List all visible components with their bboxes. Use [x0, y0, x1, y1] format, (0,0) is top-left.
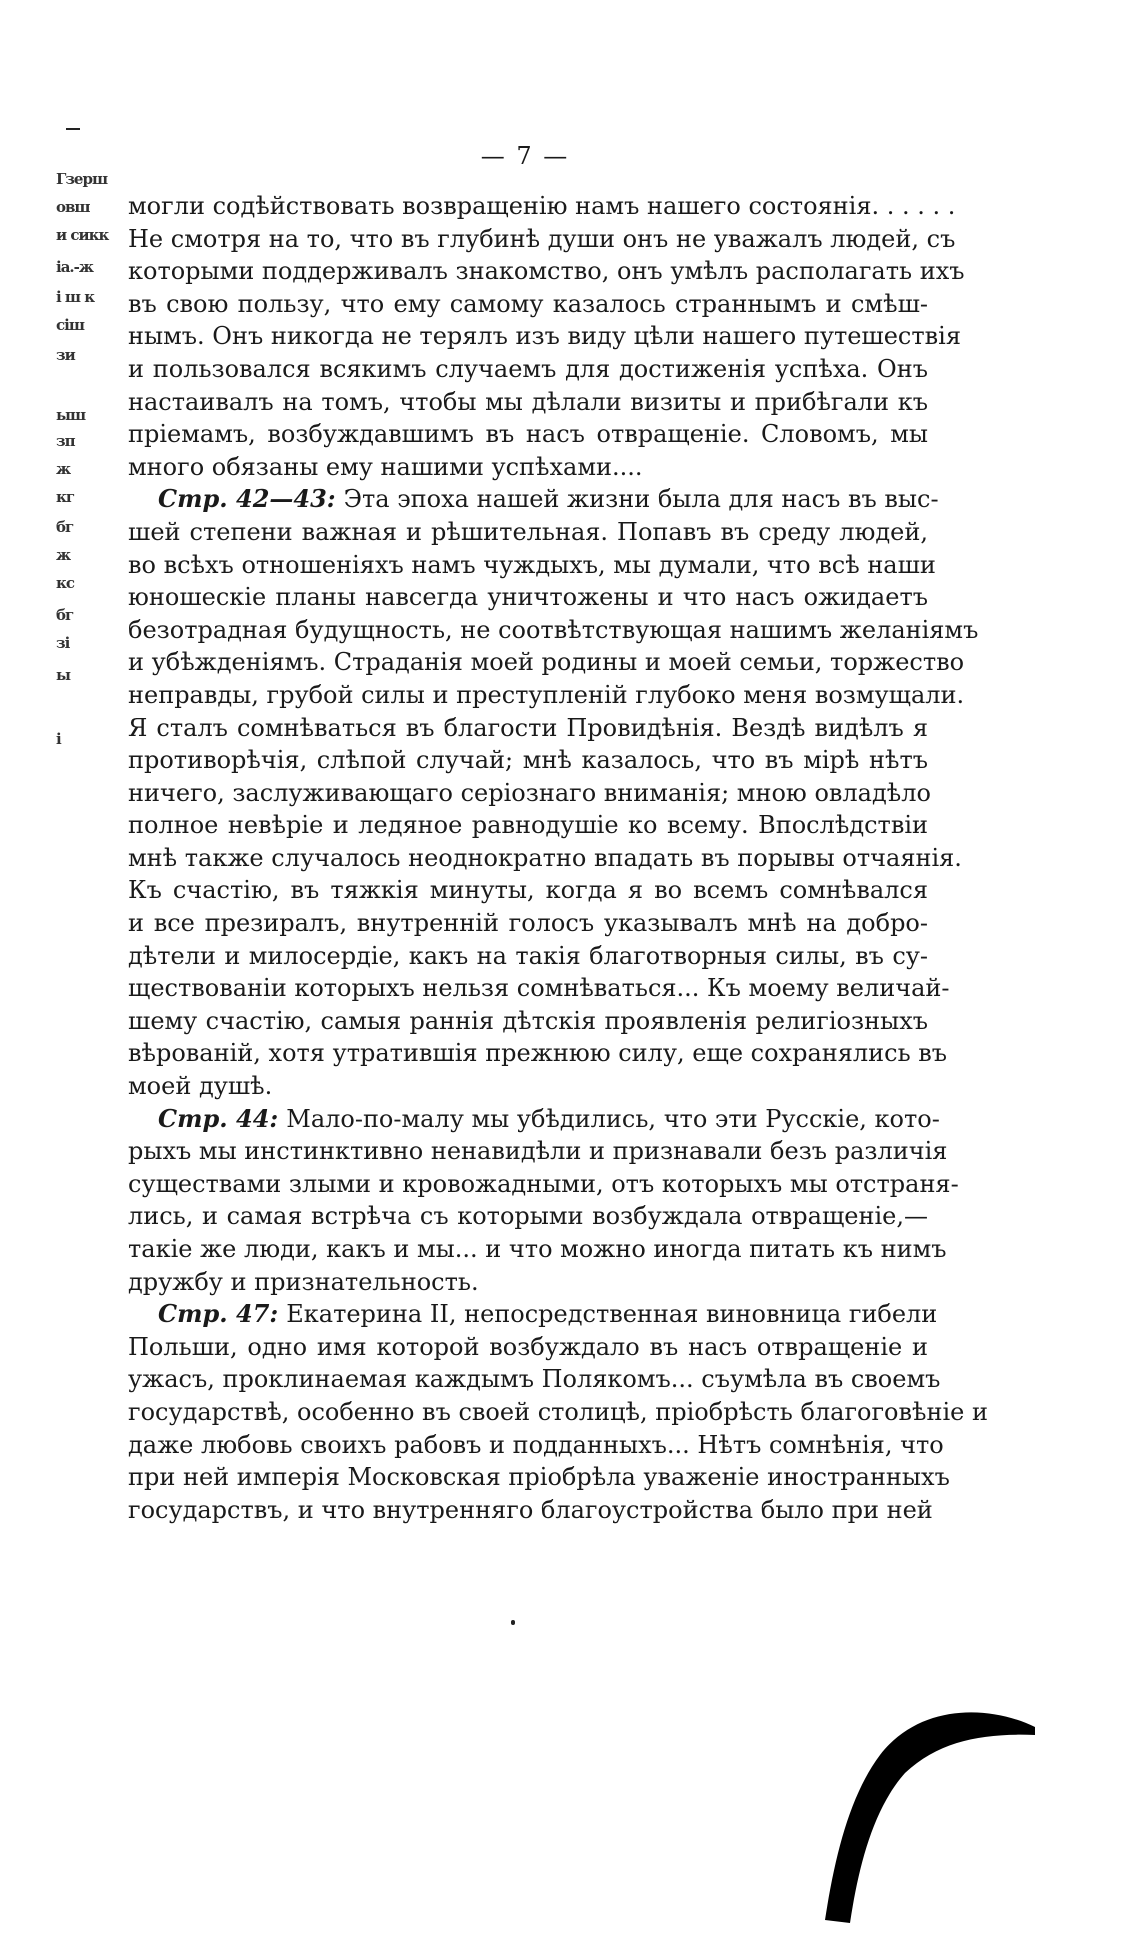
text-line	[128, 549, 936, 582]
text-line	[128, 516, 928, 549]
line-text: безотрадная будущность, не соотвѣтствующая нашимъ желаніямъ	[128, 615, 979, 644]
line-text: полное невѣріе и ледяное равнодушіе ко всему. Впослѣдствіи	[128, 811, 928, 840]
text-line	[128, 1037, 948, 1070]
line-text: Екатерина II, непосредственная виновница гибели	[286, 1300, 938, 1329]
text-line	[128, 451, 928, 484]
line-text: во всѣхъ отношеніяхъ намъ чуждыхъ, мы думали, что всѣ наши	[128, 550, 936, 579]
line-text: такіе же люди, какъ и мы... и что можно иногда питать къ нимъ	[128, 1235, 947, 1263]
text-line	[128, 1396, 988, 1429]
margin-fragment: овш	[56, 198, 90, 216]
margin-fragment: ж	[56, 546, 71, 564]
line-text: Эта эпоха нашей жизни была для насъ въ выс-	[343, 485, 939, 514]
line-text: шей степени важная и рѣшительная. Попавъ въ среду людей,	[128, 517, 928, 546]
line-text: и все презиралъ, внутренній голосъ указывалъ мнѣ на добро-	[128, 909, 928, 938]
text-line	[128, 353, 928, 386]
line-text: моей душѣ.	[128, 1072, 273, 1101]
line-text: даже любовь своихъ рабовъ и подданныхъ... Нѣтъ сомнѣнія, что	[128, 1430, 944, 1459]
text-line	[128, 418, 928, 451]
text-line	[128, 744, 928, 777]
line-text: пріемамъ, возбуждавшимъ въ насъ отвращеніе. Словомъ, мы	[128, 420, 928, 449]
margin-fragment: і ш к	[56, 288, 95, 306]
text-line	[128, 386, 928, 419]
margin-fragment: Гзерш	[56, 170, 108, 188]
line-text: которыми поддерживалъ знакомство, онъ умѣлъ располагать ихъ	[128, 257, 965, 286]
text-line	[128, 1135, 948, 1168]
line-text: Не смотря на то, что въ глубинѣ души онъ не уважалъ людей, съ	[128, 224, 956, 253]
text-line	[128, 255, 965, 288]
text-line	[128, 1494, 933, 1527]
line-text: неправды, грубой силы и преступленій глубоко меня возмущали.	[128, 680, 965, 709]
line-text: въ свою пользу, что ему самому казалось страннымъ и смѣш-	[128, 289, 928, 318]
text-line	[128, 1070, 928, 1103]
line-text: Мало-по-малу мы убѣдились, что эти Русскіе, кото-	[286, 1104, 940, 1133]
text-line	[128, 1005, 928, 1038]
page-reference: Стр. 42—43:	[158, 484, 336, 514]
margin-fragment: ыш	[56, 406, 86, 424]
text-line	[128, 320, 961, 353]
text-line	[128, 1429, 944, 1462]
line-text: ничего, заслуживающаго серіознаго вниманія; мною овладѣло	[128, 778, 931, 807]
text-line	[128, 777, 931, 810]
margin-fragment: бг	[56, 606, 74, 624]
line-text: шему счастію, самыя раннія дѣтскія проявленія религіозныхъ	[128, 1006, 928, 1035]
line-text: противорѣчія, слѣпой случай; мнѣ казалось, что въ мірѣ нѣтъ	[128, 746, 928, 775]
text-line	[128, 646, 965, 679]
margin-fragment: і	[56, 730, 61, 748]
margin-fragment: кг	[56, 488, 75, 506]
text-line	[128, 874, 928, 907]
line-text: нымъ. Онъ никогда не терялъ изъ виду цѣли нашего путешествія	[128, 322, 961, 351]
margin-dash	[66, 128, 80, 130]
text-line	[128, 581, 928, 614]
text-line	[128, 679, 965, 712]
margin-fragment: кс	[56, 574, 74, 592]
text-line	[128, 1266, 928, 1299]
text-line	[128, 842, 962, 875]
text-line	[128, 1233, 947, 1266]
line-text: государствъ, и что внутренняго благоустройства было при ней	[128, 1495, 933, 1524]
page-reference: Стр. 47:	[158, 1299, 279, 1329]
line-text: юношескіе планы навсегда уничтожены и что насъ ожидаетъ	[128, 583, 928, 612]
line-text: лись, и самая встрѣча съ которыми возбуждала отвращеніе,—	[128, 1202, 928, 1231]
line-text: и пользовался всякимъ случаемъ для достиженія успѣха. Онъ	[128, 354, 928, 383]
line-text: существами злыми и кровожадными, отъ которыхъ мы отстраня-	[128, 1169, 959, 1198]
ink-stroke-mark	[810, 1685, 1050, 1935]
margin-fragment: и сикк	[56, 226, 109, 244]
line-text: дѣтели и милосердіе, какъ на такія благотворныя силы, въ су-	[128, 941, 928, 970]
text-line	[128, 1331, 928, 1364]
line-text: при ней имперія Московская пріобрѣла уваженіе иностранныхъ	[128, 1463, 950, 1492]
line-text: дружбу и признательность.	[128, 1267, 479, 1296]
page-number: — 7 —	[480, 142, 570, 170]
text-line	[128, 1363, 941, 1396]
margin-fragment: бг	[56, 518, 74, 536]
line-text: настаивалъ на томъ, чтобы мы дѣлали визиты и прибѣгали къ	[128, 387, 928, 416]
text-line	[128, 972, 950, 1005]
line-text: Польши, одно имя которой возбуждало въ насъ отвращеніе и	[128, 1332, 928, 1361]
text-line	[128, 1298, 938, 1331]
line-text: рыхъ мы инстинктивно ненавидѣли и признавали безъ различія	[128, 1137, 948, 1166]
text-line	[128, 483, 939, 516]
margin-fragment: зп	[56, 432, 75, 450]
line-text: ществованіи которыхъ нельзя сомнѣваться... Къ моему величай-	[128, 974, 950, 1003]
line-text: могли содѣйствовать возвращенію намъ нашего состоянія. . . . . .	[128, 192, 956, 220]
text-line	[128, 1461, 950, 1494]
text-line	[128, 1168, 959, 1201]
line-text: Къ счастію, въ тяжкія минуты, когда я во всемъ сомнѣвался	[128, 876, 928, 905]
text-line	[128, 223, 956, 256]
line-text: государствѣ, особенно въ своей столицѣ, пріобрѣсть благоговѣніе и	[128, 1397, 988, 1426]
line-text: мнѣ также случалось неоднократно впадать въ порывы отчаянія.	[128, 843, 962, 872]
text-line	[128, 907, 928, 940]
body-text	[128, 190, 988, 1526]
margin-fragment: іа.-ж	[56, 258, 94, 276]
text-line	[128, 809, 928, 842]
text-line	[128, 288, 928, 321]
line-text: много обязаны ему нашими успѣхами....	[128, 452, 643, 481]
margin-fragment: сіш	[56, 316, 84, 334]
text-line	[128, 614, 979, 647]
line-text: ужасъ, проклинаемая каждымъ Полякомъ... съумѣла въ своемъ	[128, 1365, 941, 1394]
line-text: Я сталъ сомнѣваться въ благости Провидѣнія. Вездѣ видѣлъ я	[128, 713, 928, 742]
margin-fragment: ы	[56, 666, 71, 684]
text-line	[128, 712, 928, 745]
page-reference: Стр. 44:	[158, 1103, 279, 1133]
margin-fragment: ж	[56, 460, 71, 478]
text-line	[128, 190, 956, 223]
line-text: вѣрованій, хотя утратившія прежнюю силу, еще сохранялись въ	[128, 1039, 948, 1068]
text-line	[128, 1200, 928, 1233]
margin-fragment: зі	[56, 634, 70, 652]
text-line	[128, 1103, 940, 1136]
line-text: и убѣжденіямъ. Страданія моей родины и моей семьи, торжество	[128, 648, 965, 677]
ink-dot	[511, 1620, 515, 1625]
margin-fragment: зи	[56, 346, 75, 364]
text-line	[128, 940, 928, 973]
